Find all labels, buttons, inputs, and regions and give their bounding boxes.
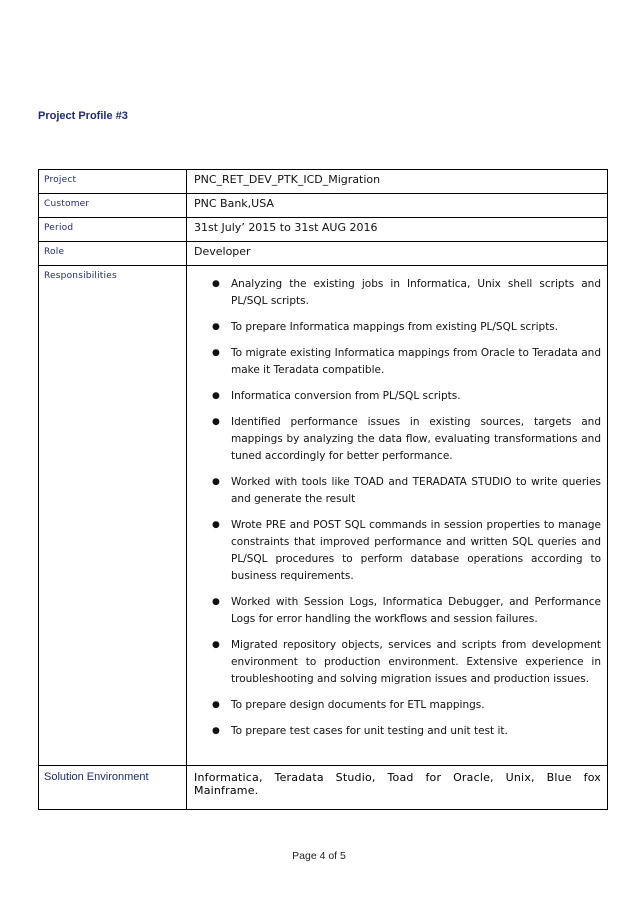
bullet-icon: ● <box>212 520 220 530</box>
list-item-text: Analyzing the existing jobs in Informatica, Unix shell scripts and PL/SQL scripts. <box>231 278 601 307</box>
bullet-icon: ● <box>212 322 220 332</box>
bullet-icon: ● <box>212 700 220 710</box>
list-item-text: To prepare design documents for ETL mappings. <box>231 699 485 711</box>
table-row-responsibilities <box>39 266 608 766</box>
role-label: Role <box>39 242 187 266</box>
environment-value: Informatica, Teradata Studio, Toad for Oracle, Unix, Blue fox Mainframe. <box>187 766 608 810</box>
table-row-project <box>39 170 608 194</box>
list-item <box>212 723 601 740</box>
responsibilities-list <box>187 266 607 765</box>
role-value: Developer <box>187 242 608 266</box>
list-item <box>212 517 601 585</box>
bullet-icon: ● <box>212 477 220 487</box>
list-item <box>212 594 601 628</box>
bullet-icon: ● <box>212 279 220 289</box>
section-heading: Project Profile #3 <box>38 110 128 122</box>
project-label: Project <box>39 170 187 194</box>
list-item-text: Migrated repository objects, services and scripts from development environment to production environment. Extensive experience in troubleshooting and solving migration issues and production issues. <box>231 639 601 685</box>
period-label: Period <box>39 218 187 242</box>
list-item-text: To prepare Informatica mappings from existing PL/SQL scripts. <box>231 321 559 333</box>
bullet-icon: ● <box>212 348 220 358</box>
list-item <box>212 319 601 336</box>
bullet-icon: ● <box>212 417 220 427</box>
list-item <box>212 414 601 465</box>
list-item <box>212 345 601 379</box>
list-item-text: Wrote PRE and POST SQL commands in session properties to manage constraints that improved performance and written SQL queries and PL/SQL procedures to perform database operations according to business requirements. <box>231 519 601 582</box>
list-item <box>212 276 601 310</box>
responsibilities-cell <box>187 266 608 766</box>
list-item <box>212 474 601 508</box>
list-item <box>212 697 601 714</box>
table-row-customer <box>39 194 608 218</box>
list-item <box>212 637 601 688</box>
table-row-role <box>39 242 608 266</box>
table-row-period <box>39 218 608 242</box>
responsibilities-label: Responsibilities <box>39 266 187 766</box>
table-row-environment <box>39 766 608 810</box>
page-footer: Page 4 of 5 <box>292 850 346 862</box>
list-item-text: To migrate existing Informatica mappings from Oracle to Teradata and make it Teradata compatible. <box>231 347 601 376</box>
list-item-text: Worked with Session Logs, Informatica Debugger, and Performance Logs for error handling the workflows and session failures. <box>231 596 601 625</box>
project-value: PNC_RET_DEV_PTK_ICD_Migration <box>187 170 608 194</box>
list-item-text: Worked with tools like TOAD and TERADATA STUDIO to write queries and generate the result <box>231 476 601 505</box>
bullet-icon: ● <box>212 391 220 401</box>
bullet-icon: ● <box>212 640 220 650</box>
period-value: 31st July’ 2015 to 31st AUG 2016 <box>187 218 608 242</box>
list-item-text: To prepare test cases for unit testing and unit test it. <box>231 725 508 737</box>
customer-value: PNC Bank,USA <box>187 194 608 218</box>
bullet-icon: ● <box>212 597 220 607</box>
bullet-icon: ● <box>212 726 220 736</box>
list-item <box>212 388 601 405</box>
customer-label: Customer <box>39 194 187 218</box>
list-item-text: Informatica conversion from PL/SQL scripts. <box>231 390 461 402</box>
project-profile-table <box>38 169 608 810</box>
environment-label: Solution Environment <box>39 766 187 810</box>
list-item-text: Identified performance issues in existing sources, targets and mappings by analyzing the data flow, evaluating transformations and tuned accordingly for better performance. <box>231 416 601 462</box>
